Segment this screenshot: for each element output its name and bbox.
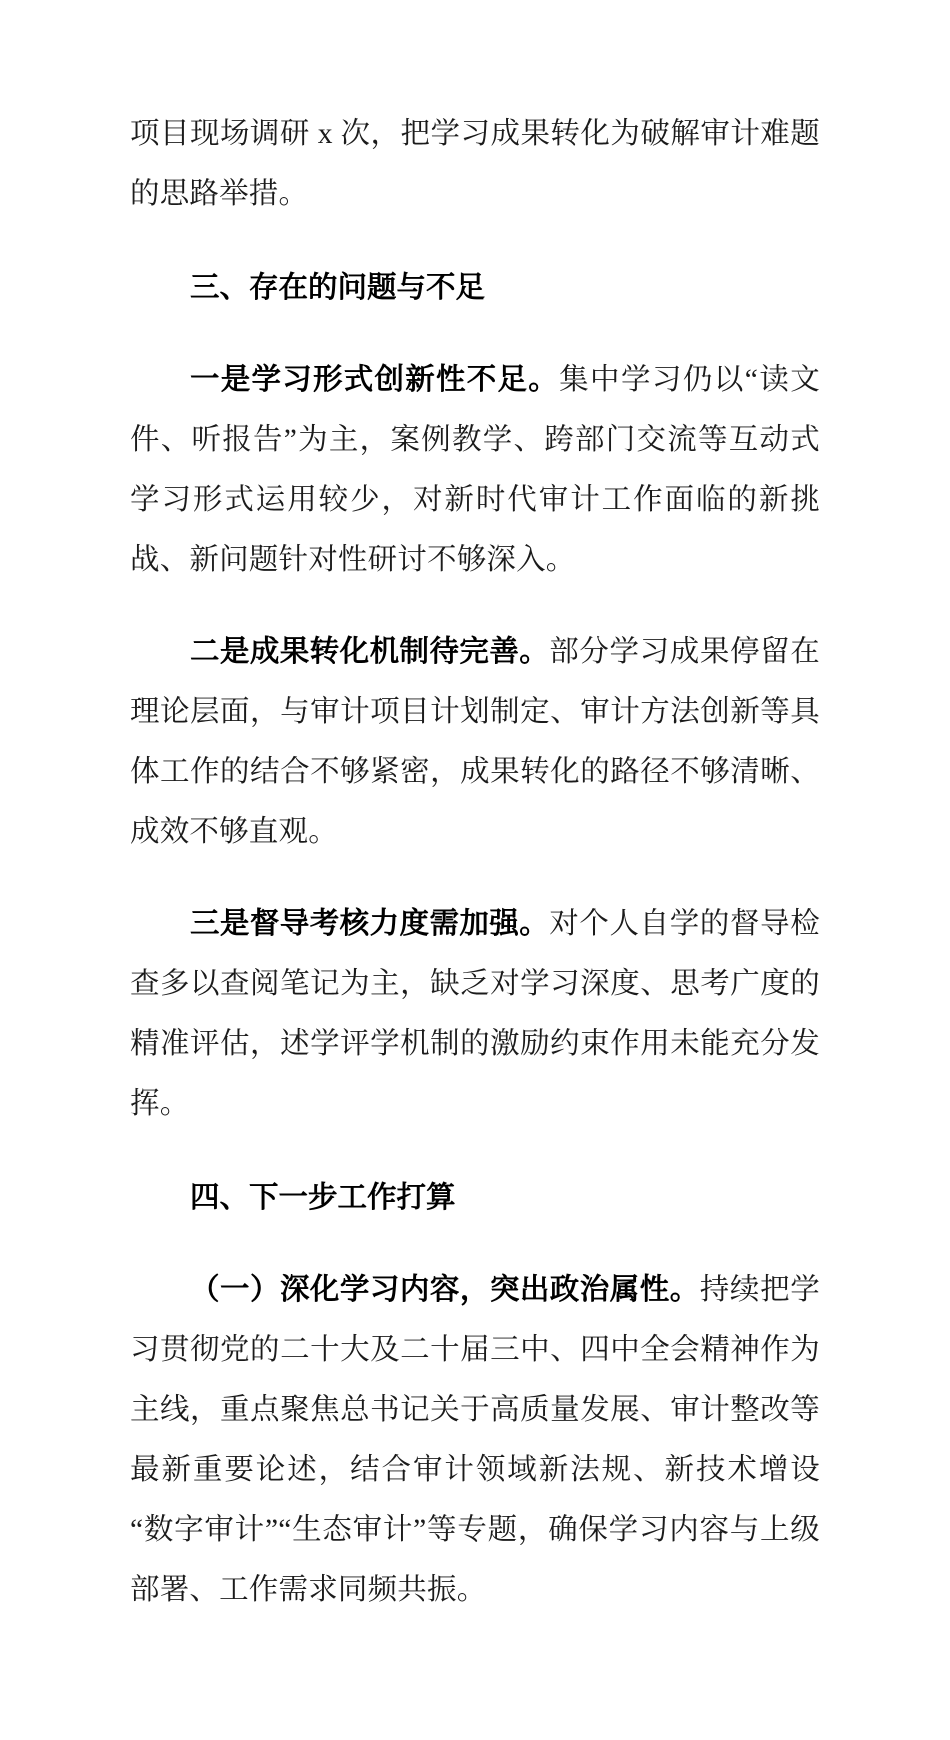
spacer [130, 862, 820, 894]
paragraph-problem-three-lead: 三是督导考核力度需加强。 [190, 907, 550, 940]
paragraph-problem-three [130, 894, 820, 1134]
page-bottom-margin [130, 1620, 820, 1740]
heading-section-four: 四、下一步工作打算 [190, 1181, 456, 1214]
paragraph-problem-three-text: 对个人自学的督导检查多以查阅笔记为主，缺乏对学习深度、思考广度的精准评估，述学评学机制的激励约束作用未能充分发挥。 [130, 908, 820, 1120]
paragraph-plan-one-lead: （一）深化学习内容，突出政治属性。 [190, 1273, 700, 1306]
paragraph-problem-one-text: 集中学习仍以“读文件、听报告”为主，案例教学、跨部门交流等互动式学习形式运用较少，对新时代审计工作面临的新挑战、新问题针对性研讨不够深入。 [130, 364, 820, 576]
paragraph-survey-continuation: 项目现场调研 x 次，把学习成果转化为破解审计难题的思路举措。 [130, 118, 820, 210]
paragraph-problem-one-lead: 一是学习形式创新性不足。 [190, 363, 560, 396]
spacer [130, 590, 820, 622]
paragraph-problem-two-lead: 二是成果转化机制待完善。 [190, 635, 550, 668]
paragraph-problem-two [130, 622, 820, 862]
heading-section-three: 三、存在的问题与不足 [190, 271, 486, 304]
spacer [130, 1228, 820, 1260]
spacer [130, 1134, 820, 1168]
document-body [130, 104, 820, 1740]
paragraph-plan-one [130, 1260, 820, 1620]
spacer [130, 318, 820, 350]
paragraph-plan-one-text: 持续把学习贯彻党的二十大及二十届三中、四中全会精神作为主线，重点聚焦总书记关于高质量发展、审计整改等最新重要论述，结合审计领域新法规、新技术增设“数字审计”“生态审计”等专题，确保学习内容与上级部署、工作需求同频共振。 [130, 1274, 820, 1606]
paragraph-problem-one [130, 350, 820, 590]
spacer [130, 224, 820, 258]
paragraph-problem-two-text: 部分学习成果停留在理论层面，与审计项目计划制定、审计方法创新等具体工作的结合不够紧密，成果转化的路径不够清晰、成效不够直观。 [130, 636, 820, 848]
